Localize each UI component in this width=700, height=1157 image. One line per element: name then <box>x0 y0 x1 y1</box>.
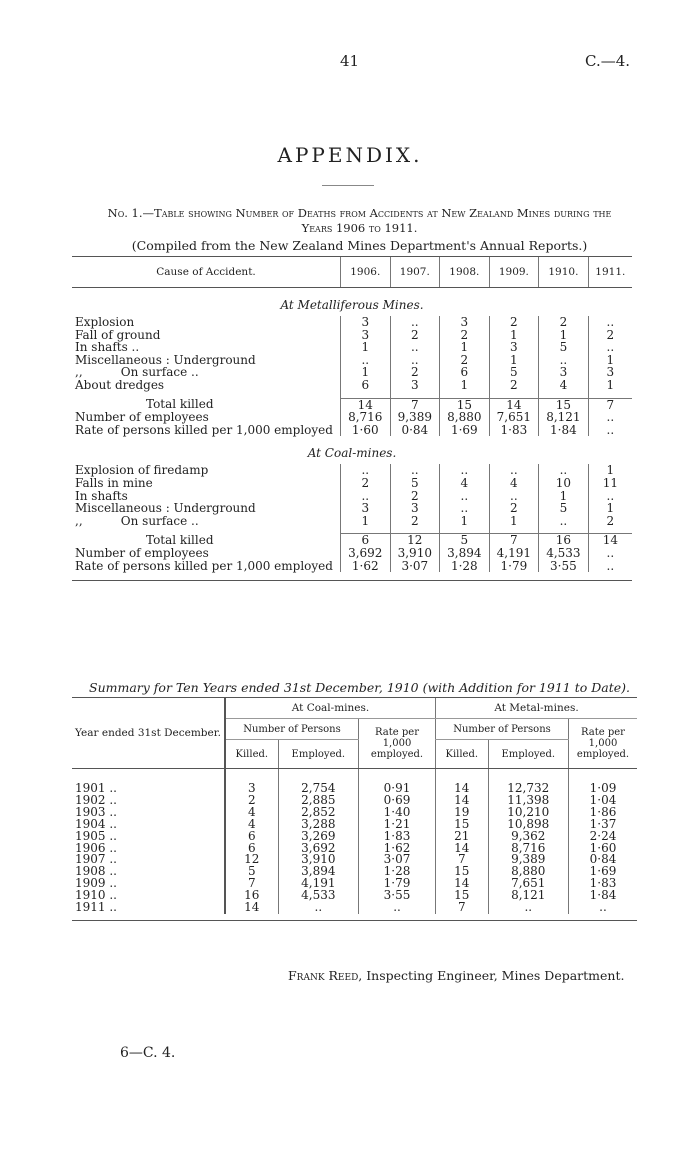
accidents-table <box>72 256 632 581</box>
total-killed-row <box>72 534 632 547</box>
accident-row <box>72 379 632 392</box>
rate-row <box>72 424 632 437</box>
metal-employed: 8,880 <box>488 866 568 878</box>
summary-year: 1906 .. <box>75 840 117 855</box>
death-count: 2 <box>489 316 539 329</box>
death-count: .. <box>440 464 490 477</box>
total-killed-row-value: 7 <box>588 398 632 411</box>
metal-killed: 21 <box>436 831 489 843</box>
metal-employed: 10,210 <box>488 807 568 819</box>
coal-rate: 1·21 <box>359 819 436 831</box>
page-title: APPENDIX. <box>277 143 423 167</box>
rate-row <box>72 560 632 573</box>
section-heading: At Metalliferous Mines. <box>280 297 424 312</box>
coal-rate: 1·28 <box>359 866 436 878</box>
death-count: 1 <box>440 341 490 354</box>
death-count: 5 <box>539 341 589 354</box>
rate-row-value: 1·79 <box>489 560 539 573</box>
summary-year: 1907 .. <box>75 852 117 867</box>
metal-rate: 0·84 <box>569 854 638 866</box>
summary-row <box>72 783 637 795</box>
death-count: 1 <box>341 515 391 528</box>
summary-row <box>72 878 637 890</box>
death-count: 1 <box>588 379 632 392</box>
death-count: 1 <box>588 502 632 515</box>
total-killed-row-value: 5 <box>440 534 490 547</box>
coal-employed: .. <box>278 902 358 914</box>
death-count: 3 <box>341 329 391 342</box>
death-count: .. <box>341 354 391 367</box>
summary-row <box>72 902 637 914</box>
death-count: .. <box>390 341 440 354</box>
death-count: .. <box>539 464 589 477</box>
metal-persons-header: Number of Persons <box>436 719 569 740</box>
coal-employed: 2,754 <box>278 783 358 795</box>
total-killed-row-value: 7 <box>489 534 539 547</box>
metal-employed: 8,121 <box>488 890 568 902</box>
cause-label: Fall of ground <box>75 327 161 342</box>
death-count: 5 <box>539 502 589 515</box>
death-count: 10 <box>539 477 589 490</box>
table1-subtitle: (Compiled from the New Zealand Mines Department's Annual Reports.) <box>131 238 588 253</box>
total-killed-row-value: 14 <box>489 398 539 411</box>
total-killed-row-value: 12 <box>390 534 440 547</box>
coal-employed: 2,885 <box>278 795 358 807</box>
metal-killed-header: Killed. <box>436 740 489 769</box>
death-count: .. <box>341 490 391 503</box>
cause-label: ,, On surface .. <box>75 365 199 380</box>
death-count: .. <box>539 515 589 528</box>
metal-rate: 2·24 <box>569 831 638 843</box>
death-count: .. <box>390 464 440 477</box>
coal-killed: 6 <box>225 831 278 843</box>
death-count: 1 <box>341 366 391 379</box>
death-count: 2 <box>588 515 632 528</box>
total-killed-row-value: 14 <box>341 398 391 411</box>
summary-row <box>72 795 637 807</box>
death-count: .. <box>390 354 440 367</box>
coal-employed-header: Employed. <box>278 740 358 769</box>
total-killed-row-label: Total killed <box>146 397 214 412</box>
cause-label: About dredges <box>75 377 165 392</box>
death-count: 2 <box>390 490 440 503</box>
employees-row-value: 3,910 <box>390 547 440 560</box>
death-count: 3 <box>489 341 539 354</box>
death-count: 3 <box>341 316 391 329</box>
employees-row-value: 7,651 <box>489 411 539 424</box>
coal-persons-header: Number of Persons <box>225 719 359 740</box>
metal-killed: 19 <box>436 807 489 819</box>
table1-caption-line1: No. 1.—Table showing Number of Deaths from Accidents at New Zealand Mines during the <box>107 206 612 220</box>
coal-killed: 4 <box>225 807 278 819</box>
metal-killed: 14 <box>436 783 489 795</box>
coal-rate: 1·79 <box>359 878 436 890</box>
title-divider <box>322 185 374 186</box>
employees-row-value: 8,121 <box>539 411 589 424</box>
metal-killed: 15 <box>436 819 489 831</box>
death-count: 4 <box>539 379 589 392</box>
section-heading: At Coal-mines. <box>307 446 397 461</box>
summary-header-row <box>72 698 637 719</box>
coal-killed: 7 <box>225 878 278 890</box>
metal-killed: 7 <box>436 902 489 914</box>
employees-row-value: .. <box>588 547 632 560</box>
cause-label: In shafts <box>75 488 128 503</box>
death-count: 1 <box>539 490 589 503</box>
table1-header-row <box>72 257 632 288</box>
metal-rate: 1·09 <box>569 783 638 795</box>
coal-killed: 4 <box>225 819 278 831</box>
coal-killed: 5 <box>225 866 278 878</box>
rate-row-value: 1·84 <box>539 424 589 437</box>
summary-year: 1908 .. <box>75 864 117 879</box>
coal-rate: .. <box>359 902 436 914</box>
metal-rate: 1·69 <box>569 866 638 878</box>
employees-row-value: 8,880 <box>440 411 490 424</box>
year-header: 1911. <box>588 257 632 288</box>
metal-header: At Metal-mines. <box>436 698 637 719</box>
page-number: 41 <box>340 52 360 70</box>
death-count: 2 <box>390 515 440 528</box>
coal-employed: 3,910 <box>278 854 358 866</box>
accident-row <box>72 341 632 354</box>
summary-year: 1910 .. <box>75 888 117 903</box>
coal-employed: 3,894 <box>278 866 358 878</box>
summary-row <box>72 819 637 831</box>
summary-title: Summary for Ten Years ended 31st December, 1910 (with Addition for 1911 to Date). <box>89 680 630 695</box>
death-count: 2 <box>390 366 440 379</box>
year-ended-header: Year ended 31st December. <box>72 698 225 769</box>
rate-row-label: Rate of persons killed per 1,000 employed <box>75 422 333 437</box>
metal-rate: 1·84 <box>569 890 638 902</box>
summary-row <box>72 866 637 878</box>
metal-killed: 15 <box>436 890 489 902</box>
table1-end-row <box>72 572 632 581</box>
employees-row <box>72 411 632 424</box>
coal-killed-header: Killed. <box>225 740 278 769</box>
cause-label: In shafts .. <box>75 340 140 355</box>
rate-row-value: 3·55 <box>539 560 589 573</box>
total-killed-row-value: 6 <box>341 534 391 547</box>
coal-rate: 1·83 <box>359 831 436 843</box>
metal-killed: 14 <box>436 843 489 855</box>
death-count: 1 <box>341 341 391 354</box>
death-count: 2 <box>539 316 589 329</box>
death-count: .. <box>489 490 539 503</box>
employees-row-value: 4,533 <box>539 547 589 560</box>
death-count: 3 <box>588 366 632 379</box>
coal-rate: 0·91 <box>359 783 436 795</box>
metal-killed: 7 <box>436 854 489 866</box>
employees-row-value: .. <box>588 411 632 424</box>
coal-employed: 3,269 <box>278 831 358 843</box>
death-count: 3 <box>341 502 391 515</box>
death-count: .. <box>539 354 589 367</box>
death-count: 5 <box>489 366 539 379</box>
employees-row-value: 3,894 <box>440 547 490 560</box>
summary-year: 1904 .. <box>75 816 117 831</box>
death-count: 1 <box>539 329 589 342</box>
summary-year: 1903 .. <box>75 804 117 819</box>
summary-row <box>72 807 637 819</box>
metal-killed: 14 <box>436 878 489 890</box>
accident-row <box>72 329 632 342</box>
signature-role: , Inspecting Engineer, Mines Department. <box>358 968 625 983</box>
metal-employed: 9,389 <box>488 854 568 866</box>
coal-killed: 12 <box>225 854 278 866</box>
summary-end-row <box>72 914 637 921</box>
signature-name: Frank Reed <box>288 968 359 983</box>
death-count: .. <box>588 316 632 329</box>
accident-row <box>72 502 632 515</box>
employees-row-value: 4,191 <box>489 547 539 560</box>
employees-row-label: Number of employees <box>75 545 209 560</box>
rate-row-label: Rate of persons killed per 1,000 employed <box>75 558 333 573</box>
death-count: 1 <box>489 354 539 367</box>
cause-label: Explosion <box>75 315 135 329</box>
table1-caption <box>72 206 647 236</box>
cause-header: Cause of Accident. <box>72 257 341 288</box>
cause-label: ,, On surface .. <box>75 513 199 528</box>
table1-caption-line2: Years 1906 to 1911. <box>301 221 418 235</box>
total-killed-row-value: 15 <box>440 398 490 411</box>
death-count: 6 <box>341 379 391 392</box>
metal-rate: 1·04 <box>569 795 638 807</box>
death-count: .. <box>588 490 632 503</box>
total-killed-row-value: 14 <box>588 534 632 547</box>
death-count: 1 <box>588 464 632 477</box>
summary-year: 1901 .. <box>75 781 117 795</box>
summary-year: 1905 .. <box>75 828 117 843</box>
summary-row <box>72 890 637 902</box>
coal-rate: 3·07 <box>359 854 436 866</box>
death-count: 3 <box>390 379 440 392</box>
coal-rate-header: Rate per 1,000 employed. <box>359 719 436 769</box>
death-count: .. <box>440 502 490 515</box>
death-count: 2 <box>390 329 440 342</box>
coal-rate: 1·40 <box>359 807 436 819</box>
rate-row-value: 1·60 <box>341 424 391 437</box>
death-count: 1 <box>440 515 490 528</box>
employees-row <box>72 547 632 560</box>
coal-killed: 3 <box>225 783 278 795</box>
death-count: 11 <box>588 477 632 490</box>
coal-employed: 3,692 <box>278 843 358 855</box>
year-header: 1909. <box>489 257 539 288</box>
year-header: 1906. <box>341 257 391 288</box>
metal-employed: 10,898 <box>488 819 568 831</box>
metal-employed: 8,716 <box>488 843 568 855</box>
coal-killed: 14 <box>225 902 278 914</box>
summary-year: 1902 .. <box>75 792 117 807</box>
coal-rate: 0·69 <box>359 795 436 807</box>
rate-row-value: 1·83 <box>489 424 539 437</box>
employees-row-value: 3,692 <box>341 547 391 560</box>
cause-label: Miscellaneous : Underground <box>75 352 256 367</box>
rate-row-value: 0·84 <box>390 424 440 437</box>
coal-employed: 4,533 <box>278 890 358 902</box>
death-count: 3 <box>539 366 589 379</box>
rate-row-value: 1·69 <box>440 424 490 437</box>
coal-killed: 6 <box>225 843 278 855</box>
death-count: .. <box>390 316 440 329</box>
summary-row <box>72 831 637 843</box>
death-count: 2 <box>588 329 632 342</box>
accident-row <box>72 316 632 329</box>
death-count: .. <box>489 464 539 477</box>
summary-row <box>72 843 637 855</box>
metal-employed: 9,362 <box>488 831 568 843</box>
death-count: 2 <box>341 477 391 490</box>
total-killed-row-value: 15 <box>539 398 589 411</box>
coal-employed: 3,288 <box>278 819 358 831</box>
metal-rate: .. <box>569 902 638 914</box>
summary-row <box>72 854 637 866</box>
coal-killed: 16 <box>225 890 278 902</box>
accident-row <box>72 477 632 490</box>
metal-rate: 1·83 <box>569 878 638 890</box>
death-count: 3 <box>390 502 440 515</box>
employees-row-value: 8,716 <box>341 411 391 424</box>
coal-header: At Coal-mines. <box>225 698 436 719</box>
death-count: 2 <box>440 329 490 342</box>
table1-end-rule <box>72 572 632 581</box>
rate-row-value: .. <box>588 560 632 573</box>
metal-employed: 12,732 <box>488 783 568 795</box>
metal-rate: 1·37 <box>569 819 638 831</box>
death-count: 2 <box>489 502 539 515</box>
cause-label: Explosion of firedamp <box>75 463 209 478</box>
metal-employed: 11,398 <box>488 795 568 807</box>
total-killed-row-value: 7 <box>390 398 440 411</box>
death-count: 4 <box>440 477 490 490</box>
year-header: 1908. <box>440 257 490 288</box>
summary-spacer-row <box>72 769 637 784</box>
metal-employed: .. <box>488 902 568 914</box>
summary-table <box>72 697 637 921</box>
rate-row-value: 3·07 <box>390 560 440 573</box>
cause-label: Falls in mine <box>75 475 153 490</box>
death-count: 3 <box>440 316 490 329</box>
death-count: 6 <box>440 366 490 379</box>
metal-rate: 1·86 <box>569 807 638 819</box>
coal-rate: 1·62 <box>359 843 436 855</box>
total-killed-row-value: 16 <box>539 534 589 547</box>
death-count: 5 <box>390 477 440 490</box>
signature <box>288 968 624 983</box>
footer-ref: 6—C. 4. <box>120 1045 176 1061</box>
year-header: 1907. <box>390 257 440 288</box>
coal-rate: 3·55 <box>359 890 436 902</box>
rate-row-value: 1·28 <box>440 560 490 573</box>
summary-end-rule <box>72 914 637 921</box>
coal-employed: 2,852 <box>278 807 358 819</box>
metal-killed: 14 <box>436 795 489 807</box>
death-count: 2 <box>440 354 490 367</box>
death-count: 1 <box>440 379 490 392</box>
year-header: 1910. <box>539 257 589 288</box>
total-killed-row-label: Total killed <box>146 533 214 548</box>
death-count: 1 <box>489 515 539 528</box>
death-count: .. <box>341 464 391 477</box>
metal-rate: 1·60 <box>569 843 638 855</box>
metal-employed-header: Employed. <box>488 740 568 769</box>
summary-year: 1909 .. <box>75 876 117 891</box>
death-count: 1 <box>489 329 539 342</box>
section-heading-row <box>72 436 632 464</box>
death-count: 4 <box>489 477 539 490</box>
cause-label: Miscellaneous : Underground <box>75 501 256 516</box>
coal-killed: 2 <box>225 795 278 807</box>
employees-row-value: 9,389 <box>390 411 440 424</box>
coal-employed: 4,191 <box>278 878 358 890</box>
metal-rate-header: Rate per 1,000 employed. <box>569 719 638 769</box>
summary-year: 1911 .. <box>75 900 117 915</box>
section-heading-row <box>72 288 632 317</box>
death-count: 1 <box>588 354 632 367</box>
rate-row-value: 1·62 <box>341 560 391 573</box>
accident-row <box>72 464 632 477</box>
metal-employed: 7,651 <box>488 878 568 890</box>
accident-row <box>72 515 632 528</box>
metal-killed: 15 <box>436 866 489 878</box>
page-reference: C.—4. <box>585 52 631 70</box>
employees-row-label: Number of employees <box>75 410 209 425</box>
death-count: 2 <box>489 379 539 392</box>
death-count: .. <box>588 341 632 354</box>
rate-row-value: .. <box>588 424 632 437</box>
death-count: .. <box>440 490 490 503</box>
